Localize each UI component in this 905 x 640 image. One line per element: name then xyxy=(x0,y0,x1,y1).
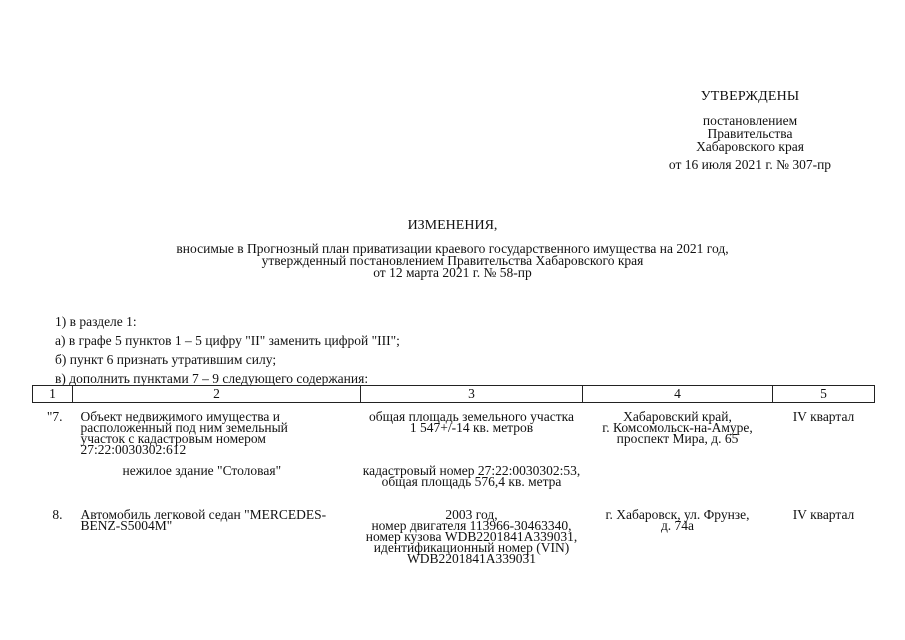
approval-date: от 16 июля 2021 г. № 307-пр xyxy=(668,157,832,172)
changes-table xyxy=(32,385,875,564)
table-row xyxy=(33,487,875,564)
document-heading xyxy=(100,219,805,279)
table-row xyxy=(33,455,875,487)
privatization-term: IV квартал xyxy=(792,409,855,424)
object-address xyxy=(583,455,773,487)
object-address: г. Хабаровск, ул. Фрунзе, д. 74а xyxy=(605,507,750,533)
row-number xyxy=(33,455,73,487)
object-characteristics: 2003 год, номер двигателя 113966-30463340, номер кузова WDB2201841A339031, идентификационный номер (VIN) WDB2201841A339031 xyxy=(365,507,578,566)
object-name: Автомобиль легковой седан "MERCEDES- BENZ-S5004M" xyxy=(80,507,327,533)
privatization-term xyxy=(773,455,875,487)
column-header: 5 xyxy=(773,386,875,403)
column-header: 1 xyxy=(33,386,73,403)
object-address: Хабаровский край, г. Комсомольск-на-Амуре, проспект Мира, д. 65 xyxy=(602,409,753,446)
object-characteristics: общая площадь земельного участка 1 547+/-14 кв. метров xyxy=(369,409,574,435)
heading-line: вносимые в Прогнозный план приватизации краевого государственного имущества на 2021 год, xyxy=(176,241,729,256)
column-header: 3 xyxy=(361,386,583,403)
privatization-term: IV квартал xyxy=(792,507,855,522)
approval-line: Хабаровского края xyxy=(696,139,804,154)
table-row xyxy=(33,403,875,456)
table-header-row xyxy=(33,386,875,403)
object-characteristics: кадастровый номер 27:22:0030302:53, общая площадь 576,4 кв. метра xyxy=(362,463,581,489)
approval-title: УТВЕРЖДЕНЫ xyxy=(700,89,800,104)
column-header: 2 xyxy=(73,386,361,403)
approval-block xyxy=(640,90,860,171)
instruction-item: 1) в разделе 1: xyxy=(55,314,137,329)
approval-line: Правительства xyxy=(707,126,793,141)
row-number: "7. xyxy=(46,409,63,424)
instruction-item: а) в графе 5 пунктов 1 – 5 цифру "II" заменить цифрой "III"; xyxy=(55,333,400,348)
row-number: 8. xyxy=(52,507,63,522)
object-name: нежилое здание "Столовая" xyxy=(122,463,282,478)
heading-title: ИЗМЕНЕНИЯ, xyxy=(407,218,498,233)
approval-line: постановлением xyxy=(702,113,798,128)
instructions-list xyxy=(55,312,855,388)
heading-line: утвержденный постановлением Правительства Хабаровского края xyxy=(261,253,644,268)
object-name: Объект недвижимого имущества и расположенный под ним земельный участок с кадастровым номером 27:22:0030302:612 xyxy=(80,409,288,457)
instruction-item: в) дополнить пунктами 7 – 9 следующего содержания: xyxy=(55,371,369,386)
column-header: 4 xyxy=(583,386,773,403)
instruction-item: б) пункт 6 признать утратившим силу; xyxy=(55,352,277,367)
heading-line: от 12 марта 2021 г. № 58-пр xyxy=(373,265,532,280)
